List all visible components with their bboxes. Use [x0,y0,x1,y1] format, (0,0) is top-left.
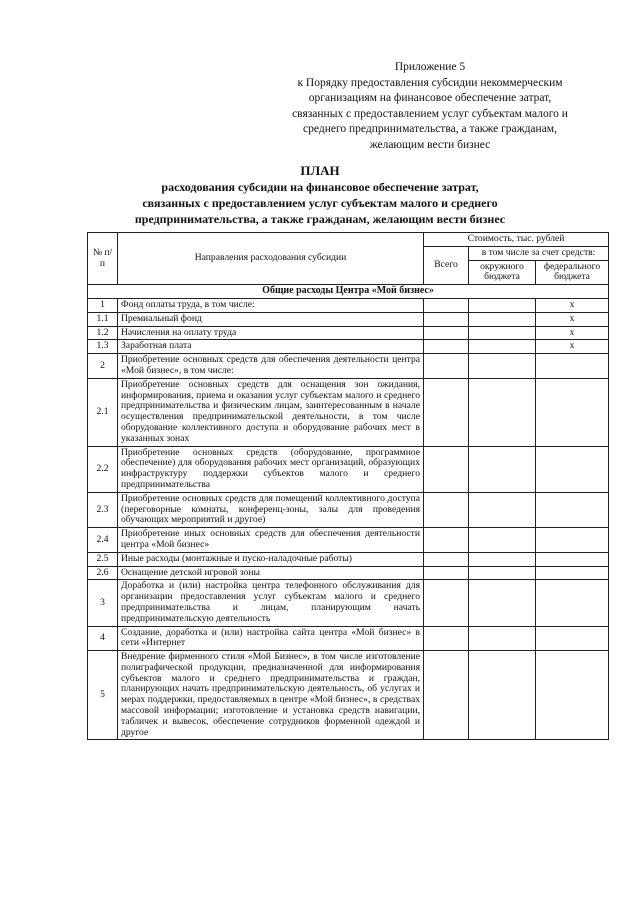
section-title: Общие расходы Центра «Мой бизнес» [88,285,609,299]
header-total: Всего [424,246,469,284]
row-description: Доработка и (или) настройка центра телефонного обслуживания для организации предоставления услуг субъектам малого и среднего предпринимательства и лицам, планирующим начать предпринимательскую деятельность [118,580,424,626]
table-row [88,354,609,379]
row-total [424,340,469,354]
row-federal [536,626,609,651]
header-direction: Направления расходования субсидии [118,233,424,285]
table-row [88,492,609,527]
row-total [424,566,469,580]
row-description: Премиальный фонд [118,312,424,326]
appendix-line: среднего предпринимательства, а также гражданам, [303,123,557,135]
appendix-header [270,60,590,153]
row-district [469,580,536,626]
appendix-line: связанных с предоставлением услуг субъектам малого и [292,107,568,120]
table-header-row [88,233,609,247]
row-description: Приобретение основных средств для оснащения зон ожидания, информирования, приема и оказания услуг субъектам малого и среднего предпринимательства и физическим лицам, заинтересованным в начале осуществления предпринимательской деятельности, в том числе оборудование коллективного доступа и оборудование рабочих мест в указанных зонах [118,378,424,446]
row-district [469,566,536,580]
row-num: 2.3 [88,492,118,527]
row-federal [536,354,609,379]
table-row [88,326,609,340]
plan-subtitle-line: предпринимательства, а также гражданам, желающим вести бизнес [134,212,506,226]
row-total [424,528,469,553]
row-description: Внедрение фирменного стиля «Мой Бизнес», в том числе изготовление полиграфической продукции, предназначенной для информирования субъектов малого и среднего предпринимательства и граждан, планирующих начать предпринимательскую деятельность, об услугах и мерах поддержки, предоставляемых в центре «Мой бизнес», в средствах массовой информации; изготовление и установка средств навигации, табличек и вывесок, обеспечение сотрудников форменной одеждой и другое [118,651,424,740]
header-district: окружного бюджета [469,260,536,285]
row-total [424,626,469,651]
row-num: 1.2 [88,326,118,340]
row-num: 4 [88,626,118,651]
row-description: Фонд оплаты труда, в том числе: [118,298,424,312]
appendix-line: к Порядку предоставления субсидии некоммерческим [297,76,563,89]
row-total [424,492,469,527]
row-total [424,580,469,626]
appendix-line: Приложение 5 [394,61,466,73]
row-total [424,312,469,326]
row-district [469,340,536,354]
row-federal: х [536,326,609,340]
table-row [88,298,609,312]
row-num: 2.5 [88,552,118,566]
row-federal [536,651,609,740]
row-num: 2.1 [88,378,118,446]
section-row [88,285,609,299]
table-row [88,626,609,651]
header-federal: федерального бюджета [536,260,609,285]
row-district [469,298,536,312]
expense-plan-table [87,232,609,740]
row-num: 1.3 [88,340,118,354]
plan-title-block [80,163,560,227]
table-row [88,651,609,740]
row-num: 2.2 [88,446,118,492]
row-federal: х [536,312,609,326]
table-row [88,528,609,553]
appendix-line: организациям на финансовое обеспечение затрат, [308,92,552,104]
table-row [88,446,609,492]
row-description: Приобретение иных основных средств для обеспечения деятельности центра «Мой бизнес» [118,528,424,553]
row-district [469,446,536,492]
row-total [424,552,469,566]
table-row [88,378,609,446]
row-num: 2.6 [88,566,118,580]
row-num: 3 [88,580,118,626]
header-num: № п/п [88,233,118,285]
row-total [424,651,469,740]
row-description: Приобретение основных средств для помещений коллективного доступа (переговорные комнаты, конференц-зоны, залы для проведения обучающих мероприятий и другое) [118,492,424,527]
table-body [88,285,609,740]
row-federal [536,552,609,566]
row-federal [536,566,609,580]
row-description: Оснащение детской игровой зоны [118,566,424,580]
row-num: 2.4 [88,528,118,553]
row-district [469,552,536,566]
table-row [88,580,609,626]
row-description: Начисления на оплату труда [118,326,424,340]
row-description: Приобретение основных средств для обеспечения деятельности центра «Мой бизнес», в том числе: [118,354,424,379]
row-federal [536,446,609,492]
row-district [469,651,536,740]
plan-subtitle-line: связанных с предоставлением услуг субъектам малого и среднего [142,196,498,210]
table-row [88,312,609,326]
row-district [469,528,536,553]
row-federal: х [536,340,609,354]
appendix-line: желающим вести бизнес [369,138,491,151]
row-total [424,354,469,379]
row-federal [536,580,609,626]
row-description: Создание, доработка и (или) настройка сайта центра «Мой бизнес» в сети «Интернет [118,626,424,651]
row-federal [536,378,609,446]
row-description: Иные расходы (монтажные и пуско-наладочные работы) [118,552,424,566]
header-cost: Стоимость, тыс. рублей [424,233,609,247]
row-district [469,492,536,527]
row-federal: х [536,298,609,312]
row-total [424,378,469,446]
table-row [88,566,609,580]
table-row [88,552,609,566]
row-num: 1.1 [88,312,118,326]
row-district [469,312,536,326]
row-total [424,446,469,492]
row-description: Заработная плата [118,340,424,354]
row-num: 2 [88,354,118,379]
row-district [469,378,536,446]
row-federal [536,528,609,553]
row-district [469,354,536,379]
row-description: Приобретение основных средств (оборудование, программное обеспечение) для оборудования рабочих мест организаций, образующих инфраструктуру поддержки субъектов малого и среднего предпринимательства [118,446,424,492]
row-num: 5 [88,651,118,740]
row-federal [536,492,609,527]
table-row [88,340,609,354]
plan-subtitle-line: расходования субсидии на финансовое обеспечение затрат, [161,180,479,194]
row-num: 1 [88,298,118,312]
row-district [469,326,536,340]
plan-title: ПЛАН [300,163,340,178]
row-district [469,626,536,651]
header-including: в том числе за счет средств: [469,246,609,260]
row-total [424,298,469,312]
row-total [424,326,469,340]
